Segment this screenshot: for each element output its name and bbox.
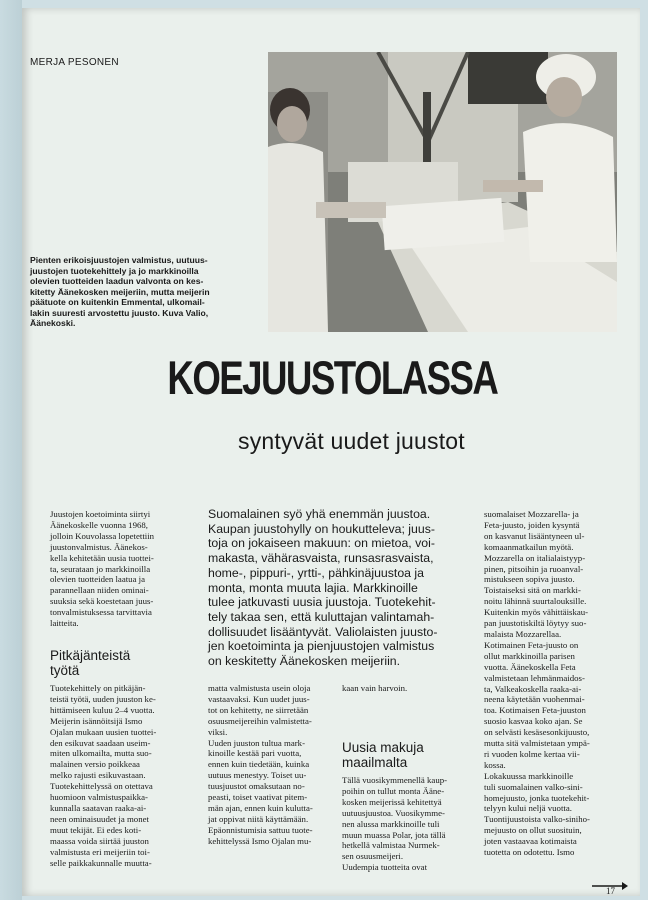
photo-caption: Pienten erikoisjuustojen valmistus, uutuus- juustojen tuotekehittely ja jo markkinoilla olevien tuotteiden laadun valvonta on kes- kitetty Äänekosken meijeriin, mutta meijerin päätuote on kuitenkin Emmental, ulkomail- lakin suuresti arvostettu juusto. Kuva Valio, Äänekoski. (30, 255, 210, 328)
column-3-body: Tällä vuosikymmenellä kaup- poihin on tullut monta Ääne- kosken meijerissä kehitettyä uutuusjuustoa. Vuosikymme- nen alussa markkinoille tuli muun muassa Polar, jota tällä hetkellä valmistaa Nurmek- sen osuusmeijeri. Uudempia tuotteita ovat (342, 775, 448, 873)
article-headline: KOEJUUSTOLASSA (167, 351, 498, 404)
page-number: 17 (606, 886, 615, 896)
column-1-intro: Juustojen koetoiminta siirtyi Äänekoskelle vuonna 1968, jolloin Kouvolassa lopetettiin juustonvalmistus. Äänekos- kella kehitetään uusia tuottei- ta, seurataan jo markkinoilla olevien tuotteiden laatua ja parannellaan niiden ominai- suuksia sekä koestetaan juus- tonvalmistuksessa tarvittavia laitteita. (50, 509, 155, 629)
author-name: MERJA PESONEN (30, 57, 119, 68)
column-1-body: Tuotekehittely on pitkäjän- teistä työtä, uuden juuston ke- hittämiseen kuluu 2–4 vuotta. Meijerin isännöitsijä Ismo Ojalan mukaan uusien tuottei- den esikuvat saadaan useim- miten ulkomailta, mutta suo- malainen versio poikkeaa melko rajusti esikuvastaan. Tuotekehittelyssä on otettava huomioon valmistuspaikka- kunnalla saatavan raaka-ai- neen ominaisuudet ja monet muut tekijät. Ei edes koti- maassa voida siirtää juuston valmistusta eri meijeriin toi- selle paikkakunnalle muutta- (50, 683, 157, 868)
column-4-body: suomalaiset Mozzarella- ja Feta-juusto, joiden kysyntä on kasvanut lisääntyneen ul- komaanmatkailun myötä. Mozzarella on italialaistyyp- pinen, pitsoihin ja ruoanval- mistukseen sopiva juusto. Toistaiseksi sitä on markki- noitu lähinnä suurtalouksille. Kuitenkin myös vähittäiskau- pan juustotiskiltä löytyy suo- malaista Mozzarellaa. Kotimainen Feta-juusto on ollut markkinoilla parisen vuotta. Äänekoskella Feta valmistetaan lehmänmaidos- ta, Valkeakoskella raaka-ai- neena käytetään vuohenmai- toa. Kotimaisen Feta-juuston suosio kasvaa koko ajan. Se on selvästi kesäsesonkijuusto, mutta sitä valmistetaan ympä- ri vuoden kolme kertaa vii- kossa. Lokakuussa markkinoille tuli suomalainen valko-sini- homejuusto, jonka tuotekehit- telyyn kului neljä vuotta. Tuontijuustoista valko-siniho- mejuusto on ollut suosituin, joten vastaavaa kotimaista tuotetta on odotettu. Ismo (484, 509, 590, 858)
article-subheadline: syntyvät uudet juustot (238, 428, 465, 454)
section-title-1: Pitkäjänteistä työtä (50, 648, 131, 678)
column-2-body: matta valmistusta usein oloja vastaavaksi. Kun uudet juus- tot on kehitetty, ne siirretään osuusmeijereihin valmistetta- viksi. Uuden juuston tultua mark- kinoille kestää pari vuotta, ennen kuin tiedetään, kuinka uutuus menestyy. Toiset uu- tuusjuustot omaksutaan no- peasti, toiset vaativat pitem- män ajan, ennen kuin kulutta- jat oppivat niitä käyttämään. Epäonnistumisia sattuu tuote- kehittelyssä Ismo Ojalan mu- (208, 683, 313, 846)
section-title-2: Uusia makuja maailmalta (342, 740, 424, 770)
page-edge (0, 0, 22, 900)
cheese-factory-photo (268, 52, 617, 332)
lead-paragraph: Suomalainen syö yhä enemmän juustoa. Kaupan juustohylly on houkutteleva; juus- toja on jokaiseen makuun: on mietoa, voi- makasta, vähärasvaista, runsasrasvaista, home-, pippuri-, yrtti-, pähkinäjuustoa ja monta, monta muuta lajia. Markkinoille tulee jatkuvasti uusia juustoja. Tuotekehit- tely takaa sen, että kuluttajan valintamah- dollisuudet lisääntyvät. Valiolaisten juusto- jen koetoiminta ja pienjuustojen valmistus on keskitetty Äänekosken meijeriin. (208, 507, 438, 669)
column-3-top: kaan vain harvoin. (342, 683, 408, 693)
